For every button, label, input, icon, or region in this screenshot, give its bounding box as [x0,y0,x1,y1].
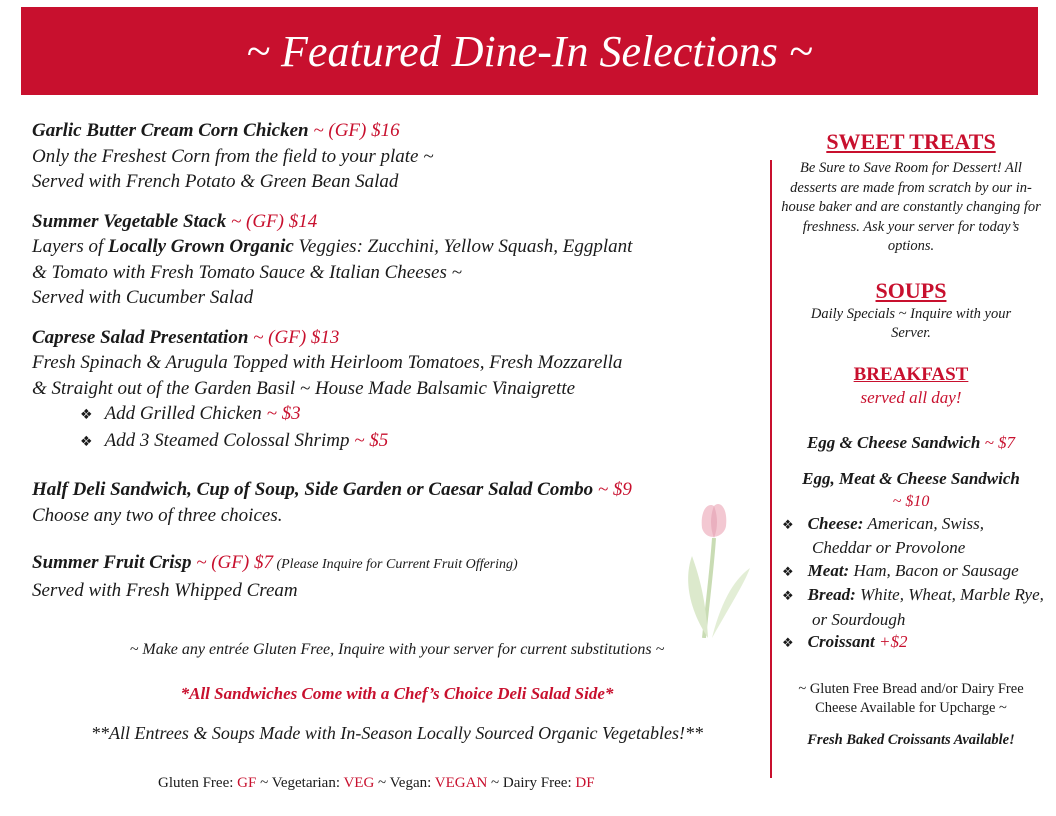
legend-label: ~ Vegan: [374,775,435,791]
option-item [782,584,1044,631]
option-text: American, Swiss, Cheddar or Provolone [812,513,984,557]
addon-label: Add 3 Steamed Colossal Shrimp [104,430,350,451]
sweet-treats-text: Be Sure to Save Room for Dessert! All desserts are made from scratch by our in-house baker and are constantly changing for freshness. Ask your server for today’s options. [781,160,1041,254]
menu-item-note: (Please Inquire for Current Fruit Offering) [272,557,518,572]
gluten-free-note: ~ Make any entrée Gluten Free, Inquire with your server for current substitutions ~ [129,641,665,658]
diamond-bullet-icon: ❖ [80,434,93,450]
sandwich-options [778,513,1044,656]
gluten-free-bread-note: ~ Gluten Free Bread and/or Dairy Free Cheese Available for Upcharge ~ [798,680,1024,716]
breakfast-item-price: ~ $10 [892,492,930,510]
addon-item [80,428,772,455]
croissant-note: Fresh Baked Croissants Available! [807,731,1015,748]
option-label: Bread: [807,585,856,604]
addon-price: ~ $5 [349,430,389,451]
breakfast-item-name: Egg, Meat & Cheese Sandwich [802,468,1020,488]
menu-item-desc: Only the Freshest Corn from the field to your plate ~ [32,145,434,167]
legend-code: DF [575,775,595,791]
menu-item-desc: Served with French Potato & Green Bean Salad [32,171,399,192]
featured-menu [32,118,772,617]
menu-item [32,477,772,528]
menu-item-price: ~ (GF) $7 [191,552,273,573]
option-label: Croissant [807,632,875,651]
option-label: Cheese: [807,513,864,533]
menu-item-price: ~ (GF) $14 [226,210,318,232]
page-title: ~ Featured Dine-In Selections ~ [246,26,813,76]
organic-note: **All Entrees & Soups Made with In-Season Locally Sourced Organic Vegetables!** [91,723,703,743]
soups-heading: SOUPS [875,277,947,303]
diamond-bullet-icon: ❖ [782,517,794,533]
breakfast-item-price: ~ $7 [980,432,1016,452]
soups-text: Daily Specials ~ Inquire with your Server. [810,305,1012,341]
menu-item-price: ~ (GF) $13 [248,326,340,348]
diamond-bullet-icon: ❖ [782,589,794,604]
option-item [782,560,1044,585]
menu-item-name: Summer Vegetable Stack [32,210,227,232]
page-title-banner [21,7,1038,95]
desc-emphasis: Locally Grown Organic [108,236,294,257]
addon-label: Add Grilled Chicken [104,403,262,424]
menu-item-desc: Fresh Spinach & Arugula Topped with Heirloom Tomatoes, Fresh Mozzarella [32,352,623,373]
menu-item [32,325,772,456]
menu-item-desc: & Tomato with Fresh Tomato Sauce & Italian Cheeses ~ [32,261,462,283]
sandwich-note: *All Sandwiches Come with a Chef’s Choice Deli Salad Side* [180,684,614,703]
breakfast-subtitle: served all day! [860,387,962,407]
addon-item [80,401,772,428]
menu-item-price: ~ (GF) $16 [308,120,400,141]
addon-list [32,401,772,455]
option-text: White, Wheat, Marble Rye, or Sourdough [812,585,1044,629]
breakfast-heading: BREAKFAST [853,363,969,385]
menu-item-desc: & Straight out of the Garden Basil ~ House Made Balsamic Vinaigrette [32,377,576,399]
menu-item [32,550,772,603]
menu-item-desc [32,234,772,260]
option-text: Ham, Bacon or Sausage [849,560,1019,580]
option-item [782,513,1044,560]
legend-label: ~ Dairy Free: [487,775,576,791]
option-item [782,631,1044,656]
menu-item-desc: Choose any two of three choices. [32,504,283,526]
breakfast-item-name: Egg & Cheese Sandwich [806,432,981,452]
menu-item-desc: Served with Fresh Whipped Cream [32,579,298,601]
menu-item-name: Half Deli Sandwich, Cup of Soup, Side Garden or Caesar Salad Combo [32,479,594,500]
diamond-bullet-icon: ❖ [782,636,794,651]
option-price: +$2 [874,632,908,651]
option-label: Meat: [807,560,850,580]
legend-label: Gluten Free: [158,775,238,791]
addon-price: ~ $3 [261,403,301,424]
menu-item-desc: Served with Cucumber Salad [32,287,254,308]
diet-legend [158,775,595,792]
legend-code: VEG [343,775,375,791]
legend-code: GF [237,775,257,791]
menu-item-price: ~ $9 [593,479,632,500]
menu-item-name: Garlic Butter Cream Corn Chicken [32,120,309,141]
menu-item [32,118,772,195]
desc-text: Layers of [32,236,108,257]
column-divider [770,160,772,778]
legend-code: VEGAN [434,775,488,791]
diamond-bullet-icon: ❖ [782,564,794,580]
sidebar [778,128,1044,750]
diamond-bullet-icon: ❖ [80,407,93,423]
menu-item-name: Summer Fruit Crisp [32,552,192,573]
breakfast-item [778,431,1044,455]
menu-item [32,209,772,311]
desc-text: Veggies: Zucchini, Yellow Squash, Eggplant [293,236,633,257]
menu-item-name: Caprese Salad Presentation [32,326,249,348]
tulip-illustration [678,498,756,638]
sweet-treats-heading: SWEET TREATS [826,129,996,154]
legend-label: ~ Vegetarian: [256,775,344,791]
